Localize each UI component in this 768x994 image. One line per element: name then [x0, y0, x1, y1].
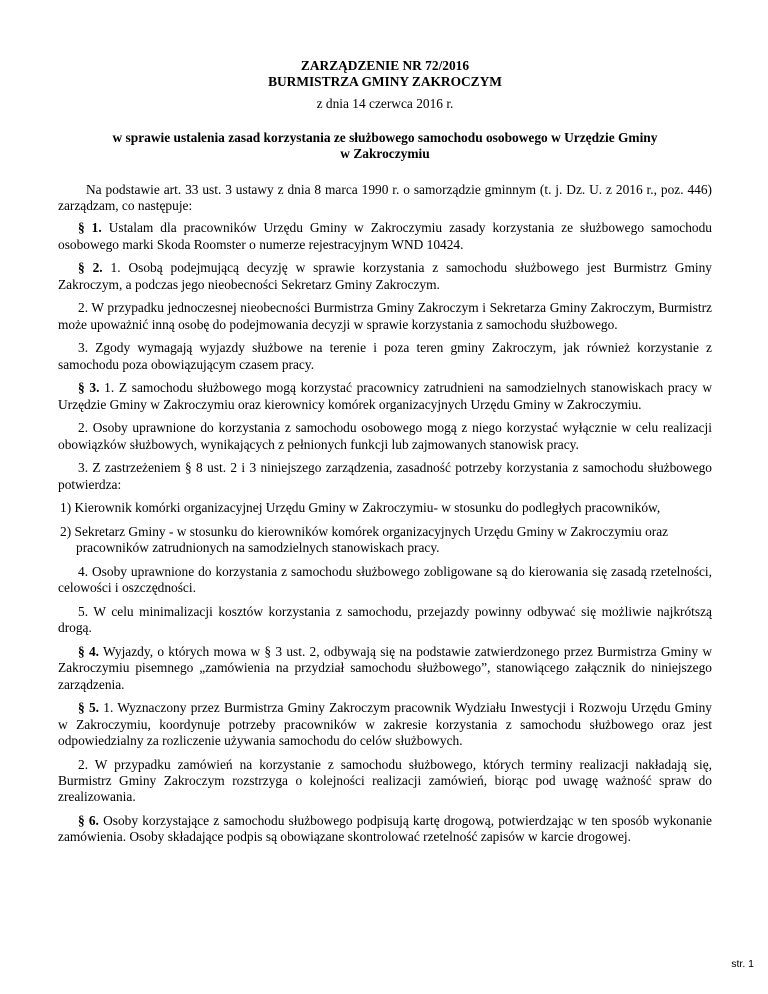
section-6-text: Osoby korzystające z samochodu służbowego podpisują kartę drogową, potwierdzając w ten sposób wykonanie zamówienia. Osoby składające podpis są obowiązane skontrolować rzetelność zapisów w karcie drogowej. — [58, 812, 712, 845]
section-6-mark: § 6. — [78, 812, 99, 828]
section-4-text: Wyjazdy, o których mowa w § 3 ust. 2, odbywają się na podstawie zatwierdzonego przez Burmistrza Gminy w Zakroczymiu pisemnego „zamówienia na przydział samochodu służbowego”, stanowiącego załącznik do niniejszego zarządzenia. — [58, 644, 712, 692]
document-title: ZARZĄDZENIE NR 72/2016 — [300, 58, 470, 73]
intro-paragraph: Na podstawie art. 33 ust. 3 ustawy z dnia 8 marca 1990 r. o samorządzie gminnym (t. j. Dz. U. z 2016 r., poz. 446) zarządzam, co następuje: — [58, 182, 712, 214]
document-page — [58, 0, 712, 994]
section-3-mark: § 3. — [78, 380, 100, 396]
document-header — [58, 58, 712, 90]
section-1-mark: § 1. — [78, 220, 102, 236]
section-4-mark: § 4. — [78, 644, 100, 660]
section-3-para-4: 4. Osoby uprawnione do korzystania z samochodu służbowego zobligowane są do kierowania się zasadą rzetelności, celowości i oszczędności. — [58, 564, 712, 596]
section-5-para-2: 2. W przypadku zamówień na korzystanie z samochodu służbowego, których terminy realizacji nakładają się, Burmistrz Gminy Zakroczym rozstrzyga o kolejności realizacji zamówień, biorąc pod uwagę ważność spraw do zrealizowania. — [58, 756, 712, 805]
subject-line-2: w Zakroczymiu — [340, 146, 430, 161]
section-5-para-1 — [58, 700, 712, 749]
section-5-text-1: 1. Wyznaczony przez Burmistrza Gminy Zakroczym pracownik Wydziału Inwestycji i Rozwoju Urzędu Gminy w Zakroczymiu, koordynuje potrzeby pracowników w zakresie korzystania z samochodu służbowego oraz jest odpowiedzialny za rozliczenie używania samochodu do celów służbowych. — [58, 700, 712, 748]
section-2-para-1 — [58, 260, 712, 292]
section-1 — [58, 220, 712, 252]
section-2-text-1: 1. Osobą podejmującą decyzję w sprawie korzystania z samochodu służbowego jest Burmistrz Gminy Zakroczym, a podczas jego nieobecności Sekretarz Gminy Zakroczym. — [58, 260, 712, 292]
section-6 — [58, 813, 712, 845]
section-4 — [58, 644, 712, 693]
document-subject — [58, 130, 712, 162]
section-2-para-3: 3. Zgody wymagają wyjazdy służbowe na terenie i poza teren gminy Zakroczym, jak również korzystanie z samochodu poza obowiązującym czasem pracy. — [58, 340, 712, 372]
section-2-mark: § 2. — [78, 260, 103, 276]
section-3-para-1 — [58, 380, 712, 412]
section-3-list-item-2: 2) Sekretarz Gminy - w stosunku do kierowników komórek organizacyjnych Urzędu Gminy w Zakroczymiu oraz pracowników zatrudnionych na samodzielnych stanowiskach pracy. — [60, 524, 669, 556]
document-body — [58, 182, 712, 853]
section-3-para-5: 5. W celu minimalizacji kosztów korzystania z samochodu, przejazdy powinny odbywać się możliwie najkrótszą drogą. — [58, 604, 712, 636]
section-3-text-1: 1. Z samochodu służbowego mogą korzystać pracownicy zatrudnieni na samodzielnych stanowiskach pracy w Urzędzie Gminy w Zakroczymiu oraz kierownicy komórek organizacyjnych Urzędu Gminy w Zakroczymiu. — [58, 380, 712, 412]
section-5-mark: § 5. — [78, 700, 100, 716]
subject-line-1: w sprawie ustalenia zasad korzystania ze służbowego samochodu osobowego w Urzędzie Gminy — [112, 130, 658, 145]
page-number: str. 1 — [731, 958, 754, 970]
section-3-para-2: 2. Osoby uprawnione do korzystania z samochodu osobowego mogą z niego korzystać wyłącznie w celu realizacji obowiązków służbowych, wynikających z pełnionych funkcji lub zajmowanych stanowisk pracy. — [58, 420, 712, 452]
section-1-text: Ustalam dla pracowników Urzędu Gminy w Zakroczymiu zasady korzystania ze służbowego samochodu osobowego marki Skoda Roomster o numerze rejestracyjnym WND 10424. — [58, 220, 712, 252]
section-3-para-3: 3. Z zastrzeżeniem § 8 ust. 2 i 3 niniejszego zarządzenia, zasadność potrzeby korzystania z samochodu służbowego potwierdza: — [58, 460, 712, 492]
document-date: z dnia 14 czerwca 2016 r. — [316, 96, 454, 111]
section-2-para-2: 2. W przypadku jednoczesnej nieobecności Burmistrza Gminy Zakroczym i Sekretarza Gminy Zakroczym, Burmistrz może upoważnić inną osobę do podejmowania decyzji w sprawie korzystania z samochodu służbowego. — [58, 300, 712, 332]
section-3-list-item-1: 1) Kierownik komórki organizacyjnej Urzędu Gminy w Zakroczymiu- w stosunku do podległych pracowników, — [60, 500, 661, 516]
document-issuer: BURMISTRZA GMINY ZAKROCZYM — [268, 74, 502, 89]
